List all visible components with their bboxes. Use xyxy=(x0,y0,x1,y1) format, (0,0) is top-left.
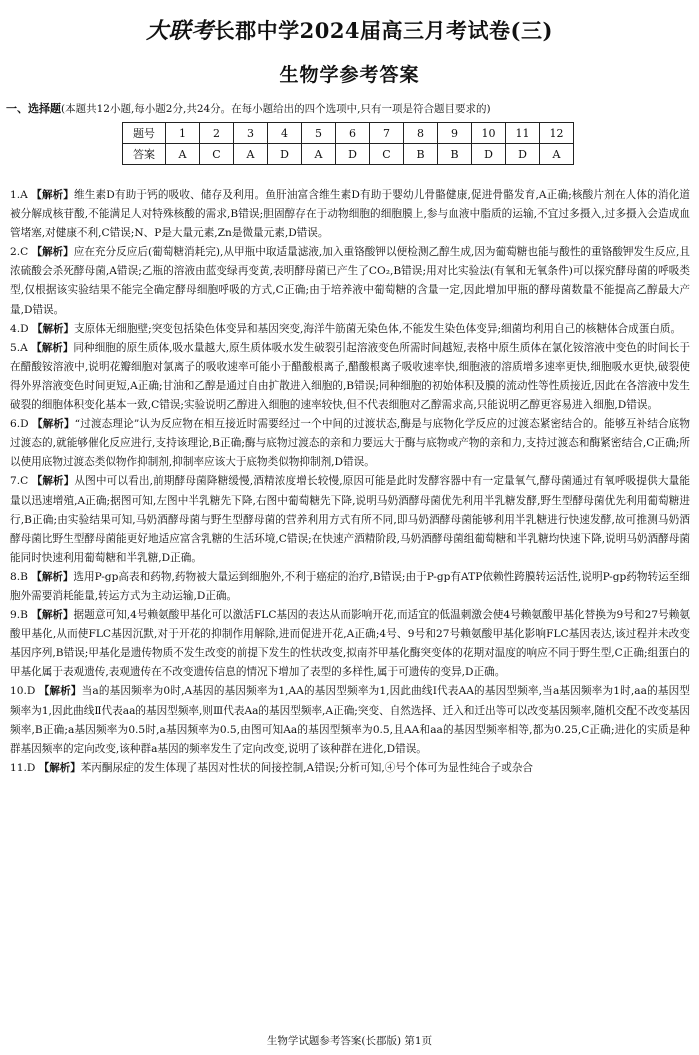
question-number-cell: 9 xyxy=(438,123,472,144)
analysis-tag: 【解析】 xyxy=(38,685,82,698)
explanation-item xyxy=(10,759,690,778)
answer-table-answer-row xyxy=(123,144,574,165)
question-number-cell: 2 xyxy=(200,123,234,144)
analysis-tag: 【解析】 xyxy=(31,475,75,488)
analysis-text: 应在充分反应后(葡萄糖消耗完),从甲瓶中取适量滤液,加入重铬酸钾以便检测乙醇生成,因为葡萄糖也能与酸性的重铬酸钾发生反应,且浓硫酸会杀死酵母菌,A错误;乙瓶的溶液由蓝变绿再变黄,表明酵母菌已产生了CO₂,B错误;用对比实验法(有氧和无氧条件)可以探究酵母菌的呼吸类型,仅根据该实验结果不能完全确定酵母细胞呼吸的方式,C正确;由于培养液中葡萄糖的含量一定,因此增加甲瓶的酵母菌数量不能提高乙醇最大产量,D错误。 xyxy=(10,246,690,316)
analysis-text: 从图中可以看出,前期酵母菌降糖缓慢,酒精浓度增长较慢,原因可能是此时发酵容器中有一定量氧气,酵母菌通过有氧呼吸提供大量能量以迅速增殖,A正确;据图可知,左图中半乳糖先下降,右图中葡萄糖先下降,说明马奶酒酵母菌优先利用半乳糖发酵,野生型酵母菌优先利用葡萄糖进行,B正确;由实验结果可知,马奶酒酵母菌与野生型酵母菌的营养利用方式有所不同,即马奶酒酵母菌能够利用半乳糖进行快速发酵,故可推测马奶酒酵母菌比野生型酵母菌能更好地适应富含乳糖的生活环境,C错误;在快速产酒精阶段,马奶酒酵母菌组葡萄糖和半乳糖均快速下降,说明马奶酒酵母菌能同时快速利用葡萄糖和半乳糖,D正确。 xyxy=(10,475,691,564)
question-number-cell: 10 xyxy=(472,123,506,144)
analysis-tag: 【解析】 xyxy=(31,322,74,335)
answer-cell: D xyxy=(472,144,506,165)
question-number-cell: 1 xyxy=(166,123,200,144)
answer-cell: B xyxy=(404,144,438,165)
item-number: 7.C xyxy=(10,475,29,488)
answer-cell: B xyxy=(438,144,472,165)
item-number: 1.A xyxy=(10,189,28,201)
analysis-tag: 【解析】 xyxy=(32,418,75,431)
explanation-item xyxy=(10,415,690,472)
section-heading xyxy=(6,100,693,116)
answer-table xyxy=(122,122,574,165)
answer-cell: A xyxy=(166,144,200,165)
row-label-answer: 答案 xyxy=(123,144,166,165)
question-number-cell: 11 xyxy=(506,123,540,144)
explanation-item xyxy=(10,472,690,567)
answer-cell: A xyxy=(540,144,574,165)
question-number-cell: 4 xyxy=(268,123,302,144)
section-label: 一、选择题 xyxy=(6,102,61,115)
analysis-tag: 【解析】 xyxy=(31,609,74,622)
answer-cell: D xyxy=(506,144,540,165)
item-number: 2.C xyxy=(10,246,29,259)
analysis-tag: 【解析】 xyxy=(31,570,74,583)
answer-cell: A xyxy=(302,144,336,165)
answer-cell: D xyxy=(268,144,302,165)
answer-cell: A xyxy=(234,144,268,165)
explanations xyxy=(10,186,690,778)
answer-cell: C xyxy=(370,144,404,165)
analysis-tag: 【解析】 xyxy=(31,246,74,259)
document-title xyxy=(0,14,699,45)
answer-cell: D xyxy=(336,144,370,165)
analysis-text: 选用P-gp高表和药物,药物被大量运到细胞外,不利于癌症的治疗,B错误;由于P-gp有ATP依赖性跨膜转运活性,说明P-gp药物转运至细胞外需要消耗能量,转运方式为主动运输,D正确。 xyxy=(10,570,690,602)
explanation-item xyxy=(10,568,690,606)
analysis-text: 支原体无细胞壁;突变包括染色体变异和基因突变,海洋牛筋菌无染色体,不能发生染色体变异;细菌均利用自己的核糖体合成蛋白质。 xyxy=(73,322,682,335)
explanation-item xyxy=(10,320,690,339)
analysis-tag: 【解析】 xyxy=(38,761,81,774)
item-number: 4.D xyxy=(10,322,29,335)
explanation-item xyxy=(10,186,690,243)
analysis-text: 维生素D有助于钙的吸收、储存及利用。鱼肝油富含维生素D有助于婴幼儿骨骼健康,促进骨骼发育,A正确;核酸片剂在人体的消化道被分解成核苷酸,不能满足人对特殊核酸的需求,B错误;胆固醇存在于动物细胞的细胞膜上,参与血液中脂质的运输,不宜过多摄入,过多摄入会造成血管堵塞,对健康不利,C错误;N、P是大量元素,Zn是微量元素,D错误。 xyxy=(10,189,691,240)
explanation-item xyxy=(10,682,690,758)
item-number: 8.B xyxy=(10,570,28,583)
explanation-item xyxy=(10,339,690,415)
item-number: 6.D xyxy=(10,418,29,431)
analysis-text: 当a的基因频率为0时,A基因的基因频率为1,AA的基因型频率为1,因此曲线Ⅰ代表AA的基因型频率,当a基因频率为1时,aa的基因型频率为1,因此曲线Ⅱ代表aa的基因型频率,则Ⅲ代表Aa的基因型频率,A正确;突变、自然选择、迁入和迁出等可以改变基因频率,随机交配不改变基因频率,B正确;a基因频率为0.5时,a基因频率为0.5,由图可知Aa的基因型频率为0.5,且AA和aa的基因型频率相等,都为0.25,C正确;进化的实质是种群基因频率的定向改变,该种群a基因的频率发生了定向改变,说明了该种群在进化,D错误。 xyxy=(10,685,690,755)
answer-table-number-row xyxy=(123,123,574,144)
row-label-number: 题号 xyxy=(123,123,166,144)
question-number-cell: 7 xyxy=(370,123,404,144)
question-number-cell: 8 xyxy=(404,123,438,144)
section-instruction: (本题共12小题,每小题2分,共24分。在每小题给出的四个选项中,只有一项是符合题目要求的) xyxy=(61,103,491,115)
item-number: 11.D xyxy=(10,761,36,774)
explanation-item xyxy=(10,606,690,682)
analysis-text: 同种细胞的原生质体,吸水量越大,原生质体吸水发生破裂引起溶液变色所需时间越短,表格中原生质体在氯化铵溶液中变色的时间长于在醋酸铵溶液中,说明花瓣细胞对氯离子的吸收速率可能小于醋酸根离子,醋酸根离子吸收速率快,细胞液的溶质增多速率更快,细胞吸水更快,破裂使得外界溶液变色时间更短,A正确;甘油和乙醇是通过自由扩散进入细胞的,B错误;同种细胞的初始体积及膜的流动性等性质接近,因此在各溶液中发生破裂的细胞体积变化基本一致,C错误;实验说明乙醇进入细胞的速率较快,但不代表细胞对乙醇需求高,只能说明乙醇更容易进入细胞,D错误。 xyxy=(10,341,690,412)
question-number-cell: 6 xyxy=(336,123,370,144)
analysis-text: 苯丙酮尿症的发生体现了基因对性状的间接控制,A错误;分析可知,④号个体可为显性纯合子或杂合 xyxy=(80,761,534,774)
question-number-cell: 12 xyxy=(540,123,574,144)
analysis-tag: 【解析】 xyxy=(31,189,74,201)
question-number-cell: 5 xyxy=(302,123,336,144)
brand-logo-text: 大联考 xyxy=(146,18,214,44)
page-footer: 生物学试题参考答案(长郡版) 第1页 xyxy=(266,1035,433,1047)
analysis-text: “过渡态理论”认为反应物在相互接近时需要经过一个中间的过渡状态,酶是与底物化学反应的过渡态紧密结合的。能够互补结合底物过渡态的,就能够催化反应进行,支持该理论,B正确;酶与底物过渡态的亲和力要远大于酶与底物或产物的亲和力,支持过渡态和酶紧密结合,C正确;所以使用底物过渡态类似物作抑制剂,抑制率应该大于底物类似物抑制剂,D错误。 xyxy=(10,418,690,469)
analysis-text: 据题意可知,4号赖氨酸甲基化可以激活FLC基因的表达从而影响开花,而适宜的低温刺激会使4号赖氨酸甲基化替换为9号和27号赖氨酸甲基化,从而使FLC基因沉默,对于开花的抑制作用解除,进而促进开花,A正确;4号、9号和27号赖氨酸甲基化影响FLC基因表达,该过程并未改变基因序列,B错误;甲基化是遗传物质不发生改变的前提下发生的性状改变,拟南芥甲基化酶突变体的花期对温度的响应不同于野生型,C正确;组蛋白的甲基化属于表观遗传,表观遗传在不改变遗传信息的情况下增加了表型的多样性,属于可遗传的变异,D正确。 xyxy=(10,609,691,679)
item-number: 5.A xyxy=(10,341,28,354)
explanation-item xyxy=(10,243,690,319)
title-text: 长郡中学2024届高三月考试卷(三) xyxy=(213,18,553,43)
document-subtitle: 生物学参考答案 xyxy=(279,64,420,86)
item-number: 9.B xyxy=(10,609,28,622)
analysis-tag: 【解析】 xyxy=(31,341,74,354)
item-number: 10.D xyxy=(10,685,36,698)
answer-cell: C xyxy=(200,144,234,165)
question-number-cell: 3 xyxy=(234,123,268,144)
